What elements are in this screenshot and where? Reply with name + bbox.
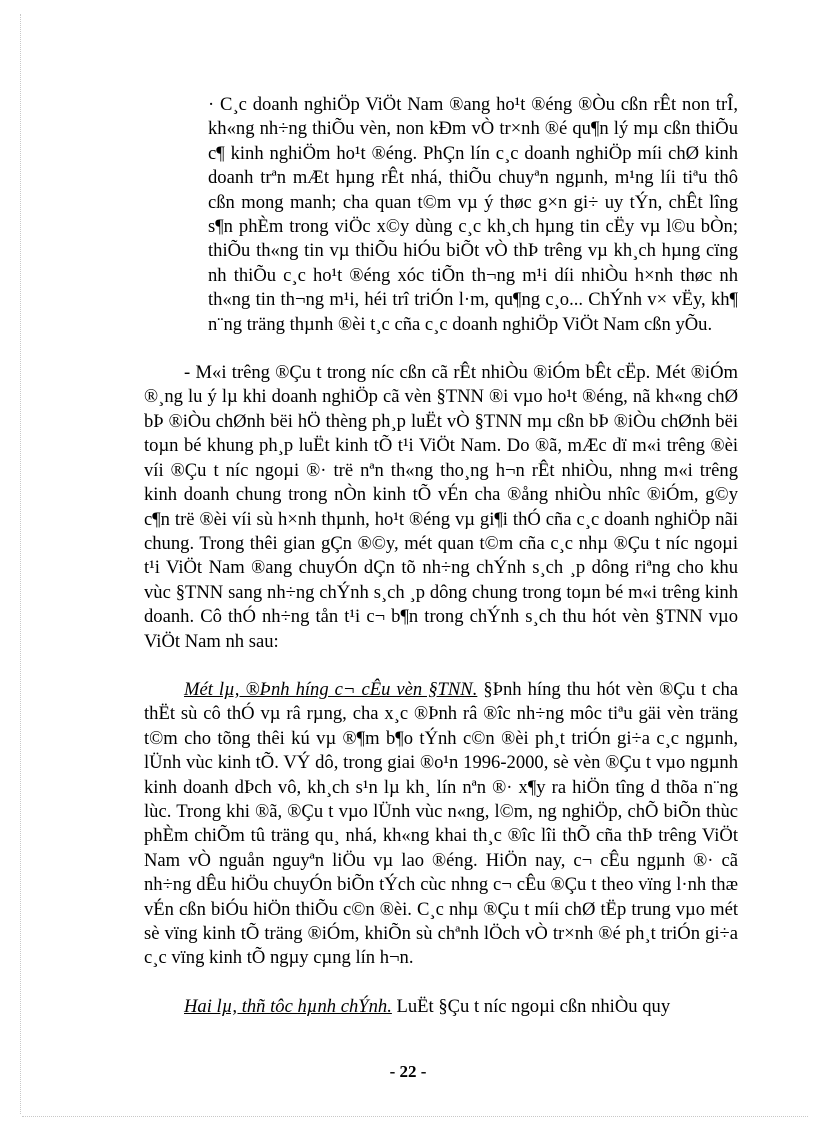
paragraph-3-text: §Þnh híng thu hót vèn ®Çu t cha thËt sù cô thÓ vµ râ rµng, cha x¸c ®Þnh râ ®îc nh÷ng môc tiªu gäi vèn träng t©m cho tõng thêi kú vµ ®¶m b¶o tÝnh c©n ®èi ph¸t triÓn gi÷a c¸c ngµnh, lÜnh vùc kinh tÕ. VÝ dô, trong giai ®o¹n 1996-2000, sè vèn ®Çu t vµo ngµnh kinh doanh dÞch vô, kh¸ch s¹n lµ kh¸ lín nªn ®· x¶y ra hiÖn tîng d thõa n¨ng lùc. Trong khi ®ã, ®Çu t vµo lÜnh vùc n«ng, l©m, ng nghiÖp, chÕ biÕn thùc phÈm chiÕm tû träng qu¸ nhá, kh«ng khai th¸c ®îc lîi thÕ cña thÞ trêng ViÖt Nam vÒ nguån nguyªn liÖu vµ lao ®éng. HiÖn nay, c¬ cÊu ngµnh ®· cã nh÷ng dÊu hiÖu chuyÓn biÕn tÝch cùc nhng c¬ cÊu ®Çu t theo vïng l·nh thæ vÉn cßn biÓu hiÖn thiÕu c©n ®èi. C¸c nhµ ®Çu t míi chØ tËp trung vµo mét sè vïng kinh tÕ träng ®iÓm, khiÕn sù chªnh lÖch vÒ tr×nh ®é ph¸t triÓn gi÷a c¸c vïng kinh tÕ ngµy cµng lín h¬n. [144, 678, 738, 969]
paragraph-2-text: - M«i trêng ®Çu t trong níc cßn cã rÊt nhiÒu ®iÓm bÊt cËp. Mét ®iÓm ®¸ng lu ý lµ khi doanh nghiÖp cã vèn §TNN ®i vµo ho¹t ®éng, nã kh«ng chØ bÞ ®iÒu chØnh bëi hÖ thèng ph¸p luËt vÒ §TNN mµ cßn bÞ ®iÒu chØnh bëi toµn bé khung ph¸p luËt kinh tÕ t¹i ViÖt Nam. Do ®ã, mÆc dï m«i trêng ®èi víi ®Çu t níc ngoµi ®· trë nªn th«ng tho¸ng h¬n rÊt nhiÒu, nhng m«i trêng kinh doanh chung trong nÒn kinh tÕ vÉn cha ®ång nhiÒu nhîc ®iÓm, g©y c¶n trë ®èi víi sù h×nh thµnh, ho¹t ®éng vµ gi¶i thÓ cña c¸c doanh nghiÖp nãi chung. Trong thêi gian gÇn ®©y, mét quan t©m cña c¸c nhµ ®Çu t níc ngoµi t¹i ViÖt Nam ®ang chuyÓn dÇn tõ nh÷ng chÝnh s¸ch ¸p dông riªng cho khu vùc §TNN sang nh÷ng chÝnh s¸ch ¸p dông chung trong toµn bé m«i trêng kinh doanh. Cô thÓ nh÷ng tån t¹i c¬ b¶n trong chÝnh s¸ch thu hót vèn §TNN vµo ViÖt Nam nh sau: [144, 362, 738, 652]
paragraph-1-text: · C¸c doanh nghiÖp ViÖt Nam ®ang ho¹t ®éng ®Òu cßn rÊt non trÎ, kh«ng nh÷ng thiÕu vèn, non kÐm vÒ tr×nh ®é qu¶n lý mµ cßn thiÕu c¶ kinh nghiÖm ho¹t ®éng. PhÇn lín c¸c doanh nghiÖp míi chØ kinh doanh trªn mÆt hµng rÊt nhá, thiÕu chuyªn ngµnh, m¹ng líi tiªu thô cßn mong manh; cha quan t©m vµ ý thøc g×n gi÷ uy tÝn, chÊt lîng s¶n phÈm trong viÖc x©y dùng c¸c kh¸ch hµng tin cËy vµ l©u bÒn; thiÕu th«ng tin vµ thiÕu hiÓu biÕt vÒ thÞ trêng vµ kh¸ch hµng cïng nh thiÕu c¸c ho¹t ®éng xóc tiÕn th¬ng m¹i díi nhiÒu h×nh thøc nh th«ng tin th¬ng m¹i, héi trî triÓn l·m, qu¶ng c¸o... ChÝnh v× vËy, kh¶ n¨ng träng thµnh ®èi t¸c cña c¸c doanh nghiÖp ViÖt Nam cßn yÕu. [208, 94, 738, 335]
page-number: - 22 - [389, 1062, 427, 1081]
paragraph-1 [144, 93, 738, 337]
margin-guide-left [20, 14, 21, 1114]
paragraph-4-text: LuËt §Çu t níc ngoµi cßn nhiÒu quy [391, 995, 671, 1017]
paragraph-4-lead: Hai lµ, thñ tôc hµnh chÝnh. [184, 995, 392, 1017]
paragraph-3 [144, 678, 738, 971]
margin-guide-bottom [22, 1116, 808, 1117]
paragraph-2 [144, 361, 738, 654]
paragraph-3-lead: Mét lµ, ®Þnh híng c¬ cÊu vèn §TNN. [184, 678, 478, 700]
body-text [144, 93, 738, 1019]
paragraph-4 [144, 995, 738, 1019]
